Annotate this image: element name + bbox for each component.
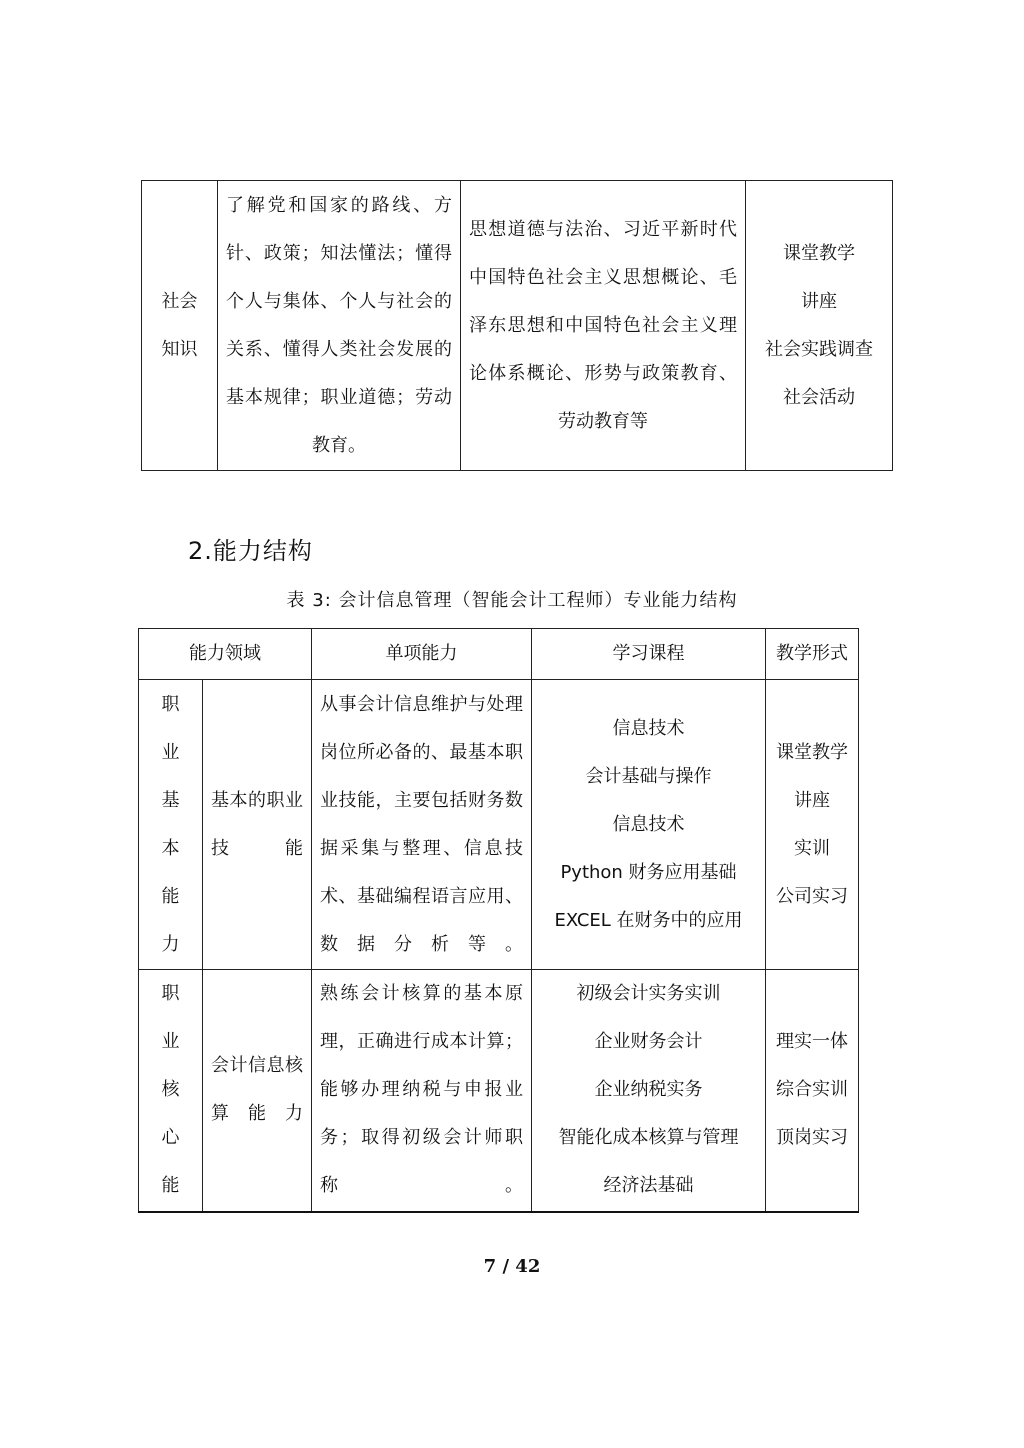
header-ability-area: 能力领域 <box>139 629 312 680</box>
category-char: 基 <box>161 789 180 811</box>
domain-cell: 会计信息核算能力 <box>203 970 312 1212</box>
teaching-item: 课堂教学 <box>776 741 848 763</box>
category-char: 职 <box>161 693 180 715</box>
category-char: 能 <box>161 1175 180 1197</box>
courses-cell <box>532 970 766 1212</box>
ability-cell: 了解党和国家的路线、方针、政策；知法懂法；懂得个人与集体、个人与社会的关系、懂得人类社会发展的基本规律；职业道德；劳动教育。 <box>218 181 461 471</box>
category-char: 本 <box>161 837 180 859</box>
ability-cell: 从事会计信息维护与处理岗位所必备的、最基本职业技能，主要包括财务数据采集与整理、信息技术、基础编程语言应用、数据分析等。 <box>312 680 532 970</box>
category-cell <box>139 970 203 1212</box>
teaching-item: 公司实习 <box>776 885 848 907</box>
teaching-item: 综合实训 <box>776 1079 848 1101</box>
domain-cell: 基本的职业技能 <box>203 680 312 970</box>
area-line: 知识 <box>161 338 198 360</box>
table-row <box>139 680 859 970</box>
teaching-line: 讲座 <box>801 290 837 312</box>
teaching-line: 社会实践调查 <box>765 338 873 360</box>
teaching-line: 社会活动 <box>783 386 855 408</box>
teaching-item: 理实一体 <box>776 1031 848 1053</box>
course-item: Python 财务应用基础 <box>560 861 737 883</box>
course-item: 企业财务会计 <box>594 1031 703 1053</box>
teaching-item: 实训 <box>794 837 830 859</box>
area-cell <box>142 181 218 471</box>
category-char: 业 <box>161 741 180 763</box>
category-char: 业 <box>161 1031 180 1053</box>
teaching-cell <box>766 970 859 1212</box>
table-row <box>139 970 859 1212</box>
course-item: 经济法基础 <box>603 1175 694 1197</box>
category-char: 能 <box>161 885 180 907</box>
table-caption: 表 3: 会计信息管理（智能会计工程师）专业能力结构 <box>286 590 738 611</box>
table-header-row <box>139 629 859 680</box>
courses-cell: 思想道德与法治、习近平新时代中国特色社会主义思想概论、毛泽东思想和中国特色社会主义理论体系概论、形势与政策教育、劳动教育等 <box>461 181 746 471</box>
table-row <box>142 181 893 471</box>
social-knowledge-table <box>141 180 893 471</box>
course-item: 信息技术 <box>612 813 685 835</box>
section-heading: 2.能力结构 <box>188 537 313 565</box>
category-cell <box>139 680 203 970</box>
teaching-item: 顶岗实习 <box>776 1127 848 1149</box>
course-item: 初级会计实务实训 <box>576 983 721 1005</box>
courses-cell <box>532 680 766 970</box>
header-courses: 学习课程 <box>532 629 766 680</box>
teaching-cell <box>766 680 859 970</box>
category-char: 职 <box>161 983 180 1005</box>
course-item: 信息技术 <box>612 717 685 739</box>
category-char: 力 <box>161 933 180 955</box>
course-item: 会计基础与操作 <box>585 765 712 787</box>
course-item: 企业纳税实务 <box>594 1079 703 1101</box>
teaching-item: 讲座 <box>794 789 830 811</box>
category-char: 核 <box>161 1079 180 1101</box>
course-item: EXCEL 在财务中的应用 <box>554 909 743 931</box>
course-item: 智能化成本核算与管理 <box>558 1127 739 1149</box>
header-single-ability: 单项能力 <box>312 629 532 680</box>
ability-cell: 熟练会计核算的基本原理，正确进行成本计算；能够办理纳税与申报业务；取得初级会计师职称。 <box>312 970 532 1212</box>
page-number: 7 / 42 <box>483 1256 541 1277</box>
ability-structure-table <box>138 628 859 1213</box>
category-char: 心 <box>161 1127 180 1149</box>
area-line: 社会 <box>161 290 198 312</box>
teaching-cell <box>746 181 893 471</box>
teaching-line: 课堂教学 <box>783 242 855 264</box>
header-teaching-form: 教学形式 <box>766 629 859 680</box>
